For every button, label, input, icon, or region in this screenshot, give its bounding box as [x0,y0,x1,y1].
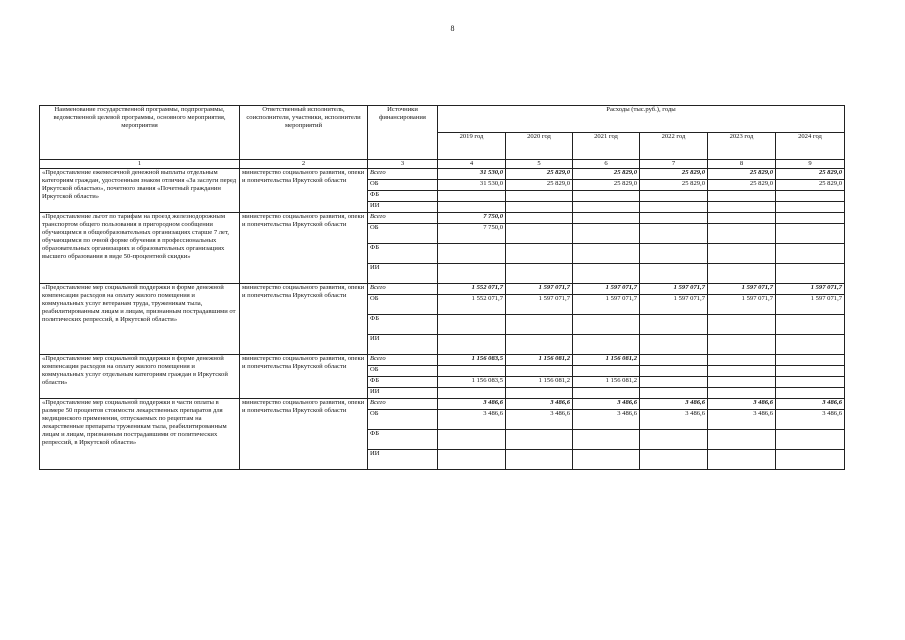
expense-value: 3 486,6 [506,410,573,430]
expense-value: 1 597 071,7 [640,295,708,315]
expense-value [506,315,573,335]
expense-value [573,202,640,213]
expense-value [776,191,845,202]
expense-value [506,430,573,450]
expense-value [640,202,708,213]
header-column-number: 2 [240,160,368,169]
table-row [40,169,845,180]
expense-value [573,224,640,244]
funding-source: ОБ [368,410,438,430]
expense-value [573,366,640,377]
expense-value: 1 156 081,2 [573,355,640,366]
expense-value [640,355,708,366]
expense-value [776,377,845,388]
expense-value: 3 486,6 [506,399,573,410]
header-year: 2022 год [640,133,708,160]
program-description: «Предоставление льгот по тарифам на проезд железнодорожным транспортом общего пользования в пригородном сообщении обучающимся в общеобразовательных организациях старше 7 лет, обучающимся по очной форме обучения в профессиональных образовательных организациях и образовательных организациях высшего образования в виде 50-процентной скидки» [40,213,240,284]
expense-value: 1 597 071,7 [573,295,640,315]
expense-value: 25 829,0 [776,180,845,191]
expense-value [640,315,708,335]
expense-value: 1 597 071,7 [506,295,573,315]
expense-value: 31 530,0 [438,180,506,191]
expense-value [506,224,573,244]
expense-value [573,388,640,399]
expense-value: 3 486,6 [708,410,776,430]
funding-source: ИИ [368,335,438,355]
expense-value [708,244,776,264]
expense-value [506,450,573,470]
funding-source: ОБ [368,224,438,244]
expense-value: 3 486,6 [438,410,506,430]
expense-value [438,244,506,264]
header-program: Наименование государственной программы, подпрограммы, ведомственной целевой программы, основного мероприятия, мероприятия [40,106,240,160]
expense-value: 25 829,0 [708,169,776,180]
expense-value: 1 597 071,7 [708,295,776,315]
funding-source: ИИ [368,388,438,399]
expense-value: 3 486,6 [438,399,506,410]
expense-value [506,335,573,355]
expense-value [438,450,506,470]
header-year: 2023 год [708,133,776,160]
expense-value: 1 156 083,5 [438,377,506,388]
expense-value [708,366,776,377]
funding-source: ФБ [368,244,438,264]
expense-value: 3 486,6 [573,399,640,410]
expense-value [776,244,845,264]
expense-value [506,213,573,224]
expense-value [640,244,708,264]
expense-value [640,388,708,399]
expense-value [438,366,506,377]
header-column-number: 7 [640,160,708,169]
expense-value [640,213,708,224]
expense-value: 1 156 081,2 [506,355,573,366]
funding-source: ФБ [368,191,438,202]
expense-value: 25 829,0 [708,180,776,191]
expense-value: 1 597 071,7 [640,284,708,295]
expense-value [438,430,506,450]
expense-value [506,202,573,213]
expense-value: 31 530,0 [438,169,506,180]
expense-value: 1 156 083,5 [438,355,506,366]
expense-value [776,264,845,284]
expense-value: 1 156 081,2 [573,377,640,388]
expense-value: 25 829,0 [573,180,640,191]
expense-value [573,213,640,224]
expense-value [438,388,506,399]
expense-value [776,335,845,355]
expense-value: 25 829,0 [776,169,845,180]
expense-value: 1 552 071,7 [438,295,506,315]
table-row [40,399,845,410]
expense-value [438,264,506,284]
page-number: 8 [450,24,455,33]
responsible-executor: министерство социального развития, опеки и попечительства Иркутской области [240,169,368,213]
table-row [40,355,845,366]
expense-value [708,450,776,470]
funding-source: ИИ [368,202,438,213]
expense-value: 25 829,0 [506,169,573,180]
expense-value: 1 597 071,7 [776,284,845,295]
expense-value [640,366,708,377]
expense-value [708,224,776,244]
expense-value [776,355,845,366]
expense-value [506,264,573,284]
expense-value [506,191,573,202]
expense-value [708,213,776,224]
expense-value: 3 486,6 [640,410,708,430]
expense-value [708,377,776,388]
expense-value [573,264,640,284]
expense-value [776,450,845,470]
expense-value [438,315,506,335]
expense-value [776,388,845,399]
funding-source: ФБ [368,315,438,335]
expense-value [573,430,640,450]
program-description: «Предоставление ежемесячной денежной выплаты отдельным категориям граждан, удостоенным знаком отличия «За заслуги перед Иркутской областью», почетного звания «Почетный гражданин Иркутской области» [40,169,240,213]
header-year: 2020 год [506,133,573,160]
expense-value [438,191,506,202]
expense-value [776,213,845,224]
header-column-number: 5 [506,160,573,169]
expense-value: 25 829,0 [640,169,708,180]
expense-value: 7 750,0 [438,213,506,224]
expense-value [640,335,708,355]
expense-value [776,315,845,335]
program-description: «Предоставление мер социальной поддержки в форме денежной компенсации расходов на оплату жилого помещения и коммунальных услуг отдельным категориям граждан в Иркутской области» [40,355,240,399]
funding-source: ФБ [368,377,438,388]
responsible-executor: министерство социального развития, опеки и попечительства Иркутской области [240,284,368,355]
expense-value [708,355,776,366]
expense-value: 25 829,0 [640,180,708,191]
header-responsible: Ответственный исполнитель, соисполнители, участники, исполнители мероприятий [240,106,368,160]
funding-source: ФБ [368,430,438,450]
funding-source: ОБ [368,366,438,377]
program-description: «Предоставление мер социальной поддержки в части оплаты в размере 50 процентов стоимости лекарственных препаратов для медицинского применения, отпускаемых по рецептам на лекарственные препараты труженикам тыла, реабилитированным лицам и лицам, признанным пострадавшими от политических репрессий, в Иркутской области» [40,399,240,470]
header-expenses: Расходы (тыс.руб.), годы [438,106,845,133]
funding-source: ИИ [368,264,438,284]
expense-value [506,366,573,377]
expense-value [708,191,776,202]
responsible-executor: министерство социального развития, опеки и попечительства Иркутской области [240,355,368,399]
expense-value: 3 486,6 [573,410,640,430]
expense-value [573,315,640,335]
expense-value [708,388,776,399]
expense-value [708,264,776,284]
funding-source: ОБ [368,180,438,191]
expense-value: 1 156 081,2 [506,377,573,388]
header-column-number: 3 [368,160,438,169]
header-column-number: 1 [40,160,240,169]
expense-value: 3 486,6 [776,410,845,430]
expense-value: 25 829,0 [573,169,640,180]
funding-source: Всего [368,213,438,224]
expense-value [708,430,776,450]
expense-value [708,335,776,355]
expense-value: 1 552 071,7 [438,284,506,295]
budget-table [39,105,845,470]
expense-value [640,191,708,202]
expense-value: 1 597 071,7 [506,284,573,295]
table-row [40,284,845,295]
expense-value [506,244,573,264]
header-year: 2019 год [438,133,506,160]
expense-value [573,450,640,470]
responsible-executor: министерство социального развития, опеки и попечительства Иркутской области [240,213,368,284]
table-row [40,213,845,224]
expense-value [506,388,573,399]
expense-value [640,450,708,470]
funding-source: Всего [368,284,438,295]
expense-value: 1 597 071,7 [573,284,640,295]
program-description: «Предоставление мер социальной поддержки в форме денежной компенсации расходов на оплату жилого помещения и коммунальных услуг ветеранам труда, труженикам тыла, реабилитированным лицам и лицам, признанным пострадавшими от политических репрессий, в Иркутской области» [40,284,240,355]
funding-source: Всего [368,355,438,366]
expense-value [573,335,640,355]
expense-value [573,244,640,264]
header-year: 2021 год [573,133,640,160]
expense-value: 3 486,6 [708,399,776,410]
funding-source: Всего [368,169,438,180]
expense-value [573,191,640,202]
expense-value [776,366,845,377]
expense-value [708,202,776,213]
expense-value [776,430,845,450]
expense-value [438,335,506,355]
expense-value: 3 486,6 [776,399,845,410]
expense-value: 1 597 071,7 [708,284,776,295]
expense-value [640,430,708,450]
expense-value: 1 597 071,7 [776,295,845,315]
expense-value: 7 750,0 [438,224,506,244]
header-column-number: 9 [776,160,845,169]
funding-source: ОБ [368,295,438,315]
expense-value [640,377,708,388]
funding-source: Всего [368,399,438,410]
header-column-number: 8 [708,160,776,169]
expense-value [438,202,506,213]
expense-value: 25 829,0 [506,180,573,191]
header-year: 2024 год [776,133,845,160]
expense-value: 3 486,6 [640,399,708,410]
expense-value [708,315,776,335]
expense-value [640,264,708,284]
header-column-number: 4 [438,160,506,169]
expense-value [776,202,845,213]
expense-value [776,224,845,244]
expense-value [640,224,708,244]
responsible-executor: министерство социального развития, опеки и попечительства Иркутской области [240,399,368,470]
header-column-number: 6 [573,160,640,169]
funding-source: ИИ [368,450,438,470]
header-sources: Источники финансирования [368,106,438,160]
